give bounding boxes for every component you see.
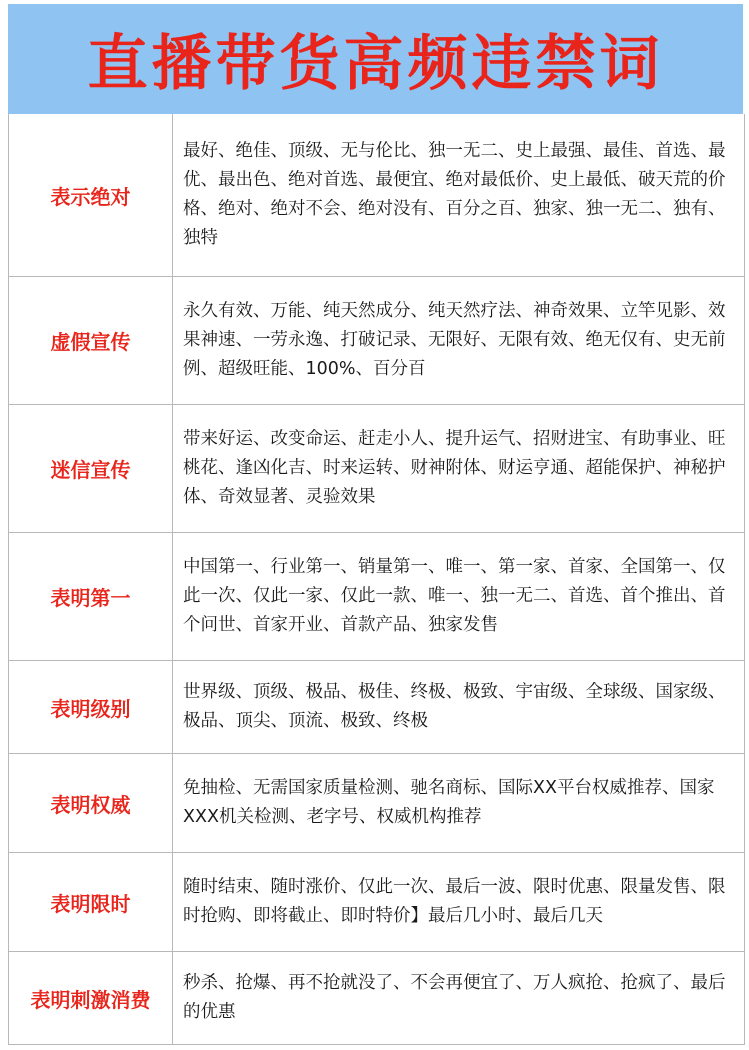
category-label: 表明刺激消费 bbox=[9, 952, 173, 1044]
category-label: 表示绝对 bbox=[9, 114, 173, 276]
page-title: 直播带货高频违禁词 bbox=[87, 29, 664, 99]
words-cell: 永久有效、万能、纯天然成分、纯天然疗法、神奇效果、立竿见影、效果神速、一劳永逸、打破记录、无限好、无限有效、绝无仅有、史无前例、超级旺能、100%、百分百 bbox=[183, 301, 726, 379]
category-label: 虚假宣传 bbox=[9, 277, 173, 404]
table-row-limited-time bbox=[9, 853, 744, 952]
words-cell: 世界级、顶级、极品、极佳、终极、极致、宇宙级、全球级、国家级、极品、顶尖、顶流、极致、终极 bbox=[183, 682, 726, 731]
words-cell: 中国第一、行业第一、销量第一、唯一、第一家、首家、全国第一、仅此一次、仅此一家、仅此一款、唯一、独一无二、首选、首个推出、首个问世、首家开业、首款产品、独家发售 bbox=[183, 557, 726, 635]
table-row-level bbox=[9, 661, 744, 754]
category-label: 迷信宣传 bbox=[9, 405, 173, 532]
category-label: 表明第一 bbox=[9, 533, 173, 660]
category-label: 表明限时 bbox=[9, 853, 173, 951]
table-row-superstition bbox=[9, 405, 744, 533]
words-cell: 带来好运、改变命运、赶走小人、提升运气、招财进宝、有助事业、旺桃花、逢凶化吉、时来运转、财神附体、财运亨通、超能保护、神秘护体、奇效显著、灵验效果 bbox=[183, 429, 726, 507]
words-cell: 秒杀、抢爆、再不抢就没了、不会再便宜了、万人疯抢、抢疯了、最后的优惠 bbox=[183, 973, 726, 1022]
title-banner bbox=[8, 4, 743, 114]
banned-words-table bbox=[8, 114, 745, 1045]
table-row-stimulate-consumption bbox=[9, 952, 744, 1045]
words-cell: 免抽检、无需国家质量检测、驰名商标、国际XX平台权威推荐、国家XXX机关检测、老字号、权威机构推荐 bbox=[183, 778, 715, 827]
words-cell: 最好、绝佳、顶级、无与伦比、独一无二、史上最强、最佳、首选、最优、最出色、绝对首选、最便宜、绝对最低价、史上最低、破天荒的价格、绝对、绝对不会、绝对没有、百分之百、独家、独一无二、独有、独特 bbox=[183, 141, 726, 248]
table-row-false-advertising bbox=[9, 277, 744, 405]
category-label: 表明权威 bbox=[9, 754, 173, 852]
table-row-absolute bbox=[9, 114, 744, 277]
table-row-authority bbox=[9, 754, 744, 853]
table-row-first bbox=[9, 533, 744, 661]
words-cell: 随时结束、随时涨价、仅此一次、最后一波、限时优惠、限量发售、限时抢购、即将截止、即时特价】最后几小时、最后几天 bbox=[183, 877, 726, 926]
category-label: 表明级别 bbox=[9, 661, 173, 753]
